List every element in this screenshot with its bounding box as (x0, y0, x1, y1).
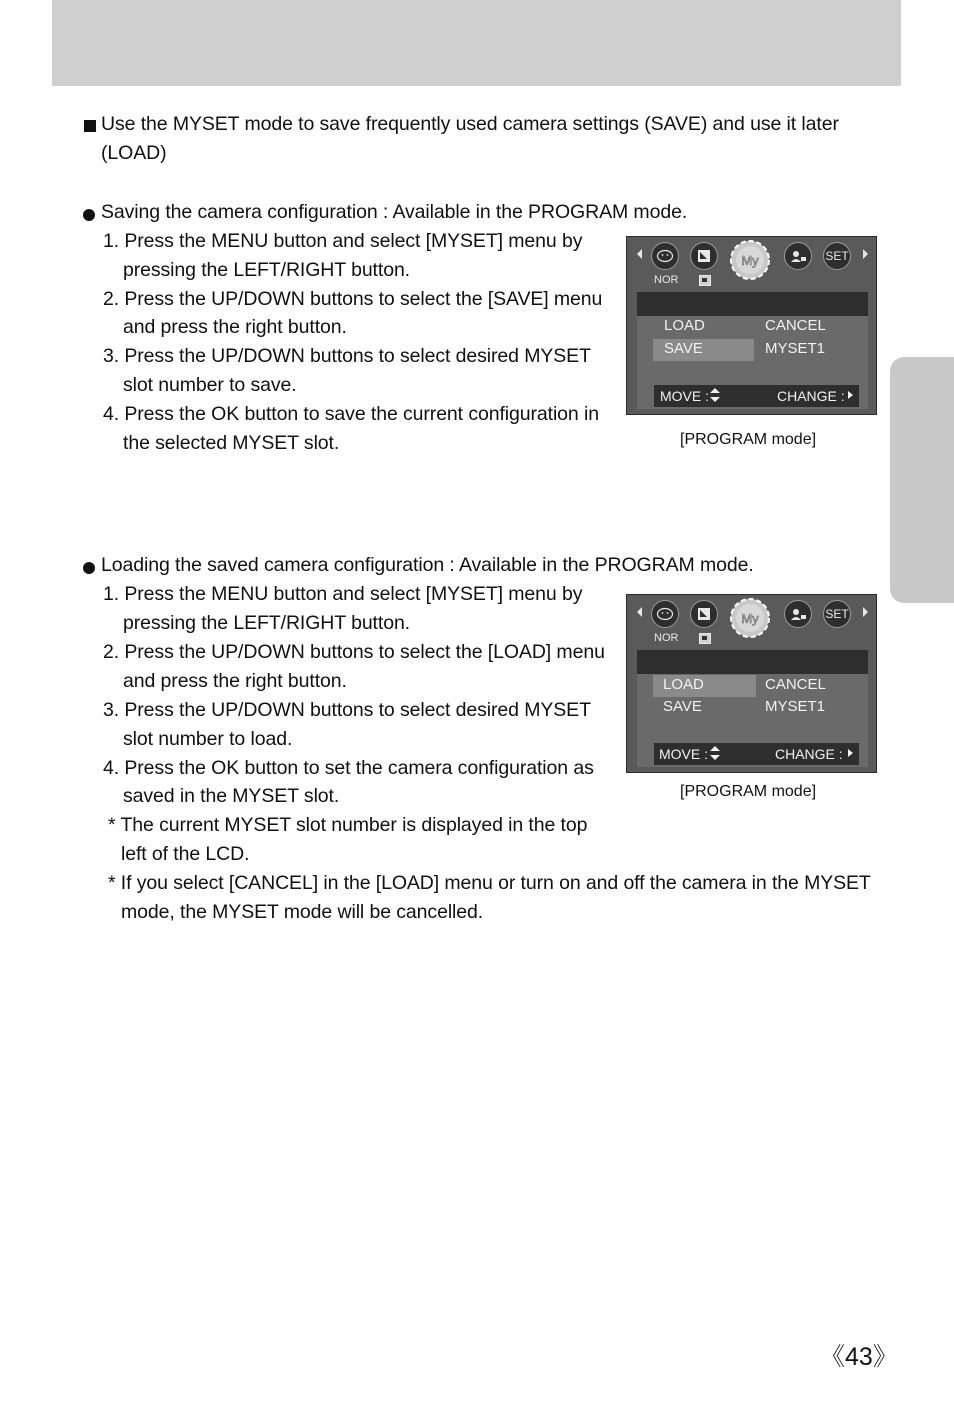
load-step-3: 3. Press the UP/DOWN buttons to select desired MYSET (103, 699, 591, 721)
myset-gear-icon (728, 238, 772, 282)
lcd-bottom-bar (654, 743, 859, 765)
user-settings-icon (784, 600, 812, 628)
right-arrow-icon (863, 607, 868, 617)
menu-value-myset1[interactable]: MYSET1 (765, 698, 826, 715)
note-2-cont: mode, the MYSET mode will be cancelled. (121, 901, 484, 923)
right-triangle-icon (848, 391, 853, 399)
caption-program-mode-1: [PROGRAM mode] (680, 431, 817, 448)
image-size-icon (690, 242, 718, 270)
save-step-3-cont: slot number to save. (123, 374, 297, 396)
note-1-cont: left of the LCD. (121, 843, 250, 865)
change-label: CHANGE : (777, 388, 845, 404)
round-bullet-icon (83, 562, 95, 574)
menu-title-bar (637, 650, 868, 674)
save-step-2-cont: and press the right button. (123, 316, 347, 338)
set-label: SET (825, 249, 849, 263)
change-label: CHANGE : (775, 746, 843, 762)
quality-label: NOR (654, 632, 679, 644)
image-quality-icon (699, 633, 711, 644)
load-step-4: 4. Press the OK button to set the camera configuration as (103, 757, 594, 779)
load-step-2-cont: and press the right button. (123, 670, 347, 692)
up-down-icon (710, 746, 720, 760)
quality-label: NOR (654, 274, 679, 286)
save-step-2: 2. Press the UP/DOWN buttons to select the [SAVE] menu (103, 288, 603, 310)
note-1: * The current MYSET slot number is displayed in the top (108, 814, 588, 836)
round-bullet-icon (83, 209, 95, 221)
save-step-4: 4. Press the OK button to save the current configuration in (103, 403, 599, 425)
load-heading: Loading the saved camera configuration : Available in the PROGRAM mode. (101, 554, 754, 576)
save-step-3: 3. Press the UP/DOWN buttons to select desired MYSET (103, 345, 591, 367)
my-label: My (741, 253, 759, 268)
load-step-2: 2. Press the UP/DOWN buttons to select the [LOAD] menu (103, 641, 605, 663)
menu-item-load[interactable]: LOAD (664, 317, 705, 334)
move-label: MOVE : (660, 388, 710, 404)
setup-icon (823, 600, 851, 628)
user-settings-icon (784, 242, 812, 270)
side-tab (890, 357, 954, 603)
menu-title-bar (637, 292, 868, 316)
note-2: * If you select [CANCEL] in the [LOAD] menu or turn on and off the camera in the MYSET (108, 872, 871, 894)
page-number: 《43》 (820, 1343, 898, 1371)
load-step-3-cont: slot number to load. (123, 728, 293, 750)
load-step-1-cont: pressing the LEFT/RIGHT button. (123, 612, 411, 634)
left-arrow-icon (637, 607, 642, 617)
save-step-1: 1. Press the MENU button and select [MYSET] menu by (103, 230, 583, 252)
face-icon (651, 242, 679, 270)
menu-value-cancel[interactable]: CANCEL (765, 676, 826, 693)
left-arrow-icon (637, 249, 642, 259)
face-icon (651, 600, 679, 628)
load-step-1: 1. Press the MENU button and select [MYSET] menu by (103, 583, 583, 605)
menu-value-myset1[interactable]: MYSET1 (765, 340, 826, 357)
menu-item-save[interactable]: SAVE (664, 340, 703, 357)
load-step-4-cont: saved in the MYSET slot. (123, 785, 340, 807)
caption-program-mode-2: [PROGRAM mode] (680, 783, 817, 800)
menu-item-save[interactable]: SAVE (663, 698, 702, 715)
save-step-1-cont: pressing the LEFT/RIGHT button. (123, 259, 411, 281)
save-step-4-cont: the selected MYSET slot. (123, 432, 340, 454)
myset-gear-icon (728, 596, 772, 640)
intro-line-2: (LOAD) (101, 142, 167, 164)
intro-line-1: Use the MYSET mode to save frequently used camera settings (SAVE) and use it later (101, 113, 839, 135)
lcd-screen-save (626, 236, 877, 415)
header-band (52, 0, 901, 86)
up-down-icon (710, 388, 720, 402)
right-arrow-icon (863, 249, 868, 259)
menu-value-cancel[interactable]: CANCEL (765, 317, 826, 334)
lcd-screen-load (626, 594, 877, 773)
set-label: SET (825, 607, 849, 621)
right-triangle-icon (848, 749, 853, 757)
image-quality-icon (699, 275, 711, 286)
move-label: MOVE : (659, 746, 709, 762)
square-bullet-icon (84, 120, 96, 132)
image-size-icon (690, 600, 718, 628)
save-heading: Saving the camera configuration : Available in the PROGRAM mode. (101, 201, 688, 223)
my-label: My (741, 611, 759, 626)
menu-item-load[interactable]: LOAD (663, 676, 704, 693)
lcd-bottom-bar (654, 385, 859, 407)
setup-icon (823, 242, 851, 270)
